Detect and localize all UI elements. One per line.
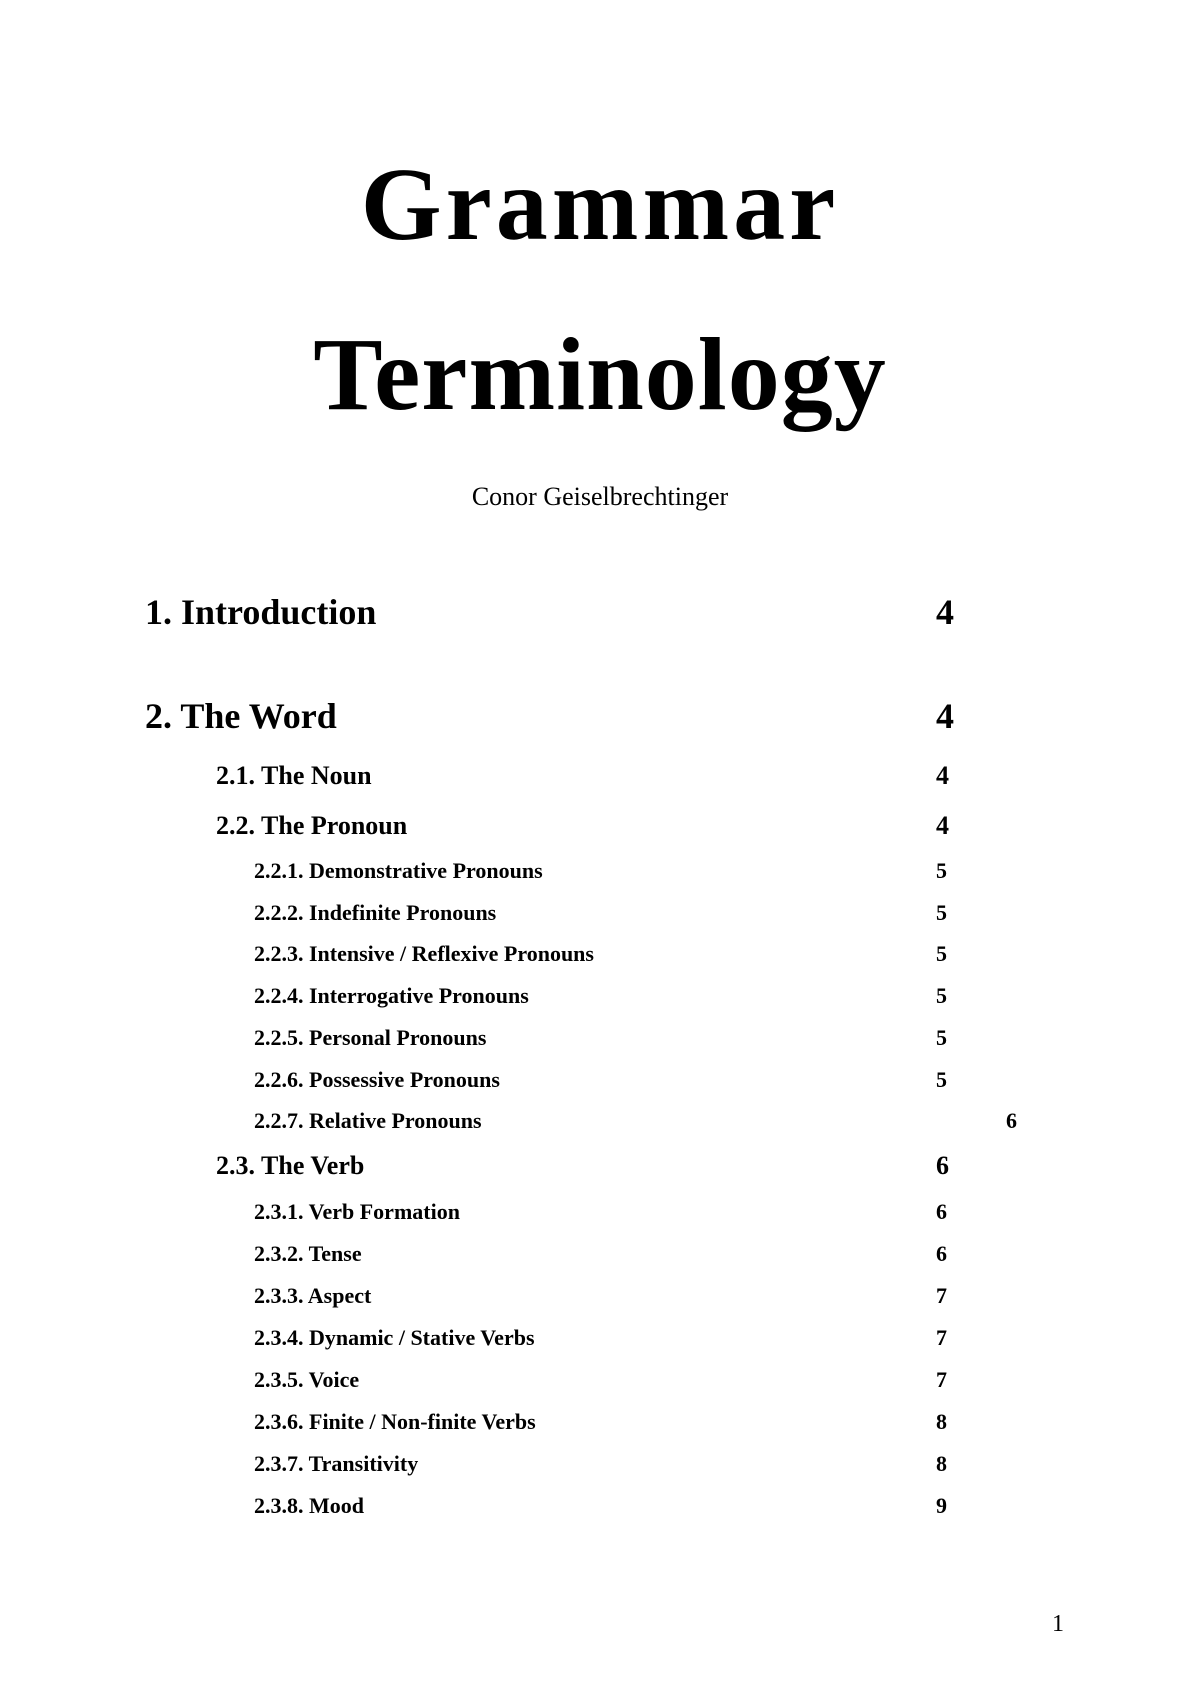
toc-entry-intensive-reflexive-pronouns (0, 943, 1200, 983)
toc-entry-page: 8 (936, 1451, 947, 1476)
toc-entry-label: 2. The Word (145, 696, 337, 736)
toc-entry-aspect (0, 1285, 1200, 1325)
toc-entry-mood (0, 1495, 1200, 1535)
author-name: Conor Geiselbrechtinger (471, 482, 729, 511)
toc-entry-relative-pronouns (0, 1110, 1200, 1150)
toc-entry-label: 2.3.4. Dynamic / Stative Verbs (254, 1325, 535, 1350)
toc-entry-label: 2.3.7. Transitivity (254, 1451, 419, 1476)
toc-entry-page: 4 (936, 592, 954, 632)
toc-entry-page: 7 (936, 1283, 947, 1308)
toc-entry-label: 2.3.1. Verb Formation (254, 1199, 460, 1224)
toc-entry-label: 2.3.3. Aspect (254, 1283, 372, 1308)
toc-entry-label: 2.2. The Pronoun (216, 811, 408, 840)
toc-entry-label: 2.2.2. Indefinite Pronouns (254, 900, 497, 925)
toc-entry-page: 5 (936, 900, 947, 925)
toc-entry-interrogative-pronouns (0, 985, 1200, 1025)
toc-entry-the-noun (0, 763, 1200, 803)
toc-entry-demonstrative-pronouns (0, 860, 1200, 900)
toc-entry-label: 2.3.5. Voice (254, 1367, 360, 1392)
title-line-2: Terminology (313, 317, 887, 432)
toc-entry-verb-formation (0, 1201, 1200, 1241)
toc-entry-page: 5 (936, 983, 947, 1008)
toc-entry-tense (0, 1243, 1200, 1283)
toc-entry-page: 4 (936, 761, 949, 790)
toc-entry-page: 7 (936, 1325, 947, 1350)
toc-entry-page: 5 (936, 858, 947, 883)
toc-entry-page: 5 (936, 1067, 947, 1092)
title-line-1: Grammar (360, 147, 840, 262)
toc-entry-voice (0, 1369, 1200, 1409)
toc-entry-label: 2.3. The Verb (216, 1151, 365, 1180)
toc-entry-label: 2.2.1. Demonstrative Pronouns (254, 858, 543, 883)
toc-entry-label: 2.3.8. Mood (254, 1493, 364, 1518)
toc-entry-the-verb (0, 1153, 1200, 1193)
toc-entry-page: 5 (936, 1025, 947, 1050)
toc-entry-page: 4 (936, 696, 954, 736)
toc-entry-label: 2.3.6. Finite / Non-finite Verbs (254, 1409, 536, 1434)
toc-entry-page: 9 (936, 1493, 947, 1518)
toc-entry-label: 1. Introduction (145, 592, 377, 632)
toc-entry-label: 2.2.6. Possessive Pronouns (254, 1067, 500, 1092)
toc-entry-finite-non-finite-verbs (0, 1411, 1200, 1451)
toc-entry-page: 4 (936, 811, 949, 840)
toc-entry-page: 7 (936, 1367, 947, 1392)
toc-entry-personal-pronouns (0, 1027, 1200, 1067)
toc-entry-page: 6 (936, 1199, 947, 1224)
toc-entry-page: 6 (936, 1151, 949, 1180)
toc-entry-indefinite-pronouns (0, 902, 1200, 942)
toc-entry-label: 2.2.4. Interrogative Pronouns (254, 983, 529, 1008)
toc-entry-page: 5 (936, 941, 947, 966)
toc-entry-dynamic-stative-verbs (0, 1327, 1200, 1367)
page-number: 1 (1052, 1611, 1064, 1637)
toc-entry-label: 2.2.3. Intensive / Reflexive Pronouns (254, 941, 594, 966)
toc-entry-transitivity (0, 1453, 1200, 1493)
toc-entry-label: 2.1. The Noun (216, 761, 372, 790)
toc-entry-page: 6 (936, 1241, 947, 1266)
toc-entry-the-pronoun (0, 813, 1200, 853)
toc-entry-label: 2.2.7. Relative Pronouns (254, 1108, 482, 1133)
toc-entry-the-word (0, 698, 1200, 738)
toc-entry-page: 8 (936, 1409, 947, 1434)
toc-entry-label: 2.3.2. Tense (254, 1241, 362, 1266)
toc-entry-label: 2.2.5. Personal Pronouns (254, 1025, 487, 1050)
toc-entry-possessive-pronouns (0, 1069, 1200, 1109)
toc-entry-introduction (0, 594, 1200, 634)
toc-entry-page: 6 (1006, 1108, 1017, 1133)
